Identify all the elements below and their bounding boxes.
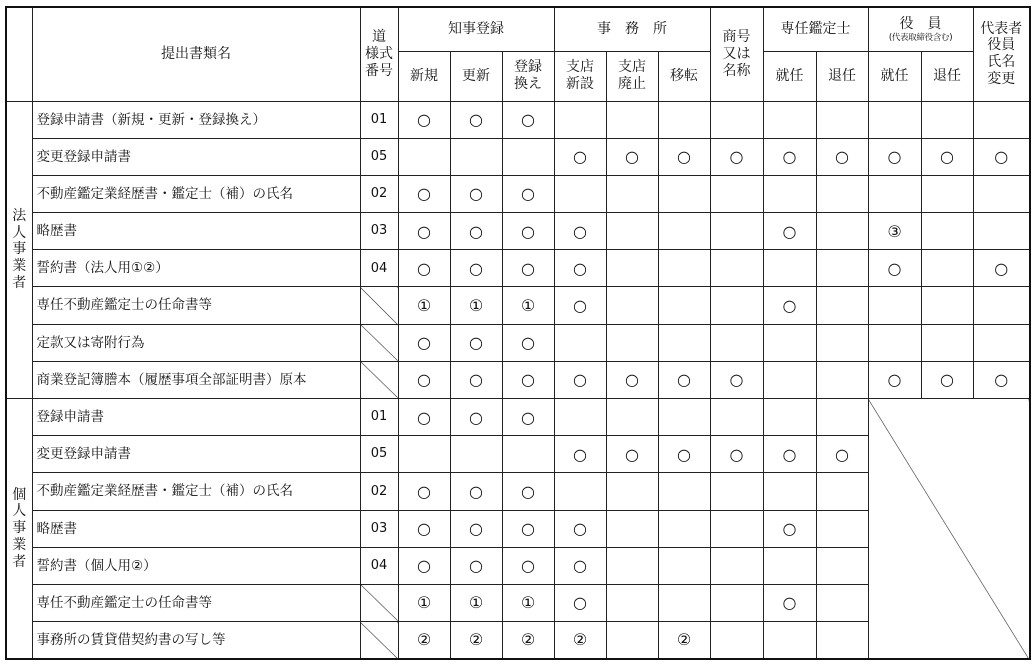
header-shinki: 新規: [398, 51, 450, 101]
requirement-mark: [606, 101, 658, 138]
requirement-mark: [973, 287, 1030, 324]
form-code: 01: [360, 101, 398, 138]
requirement-mark: ○: [973, 250, 1030, 287]
requirement-mark: [763, 361, 816, 398]
header-senin: 専任鑑定士: [763, 7, 868, 51]
table-row: [6, 324, 1030, 361]
requirement-mark: [921, 175, 973, 212]
requirement-mark: [710, 213, 763, 250]
requirement-mark: [710, 584, 763, 621]
requirement-mark: ○: [450, 547, 502, 584]
requirement-mark: [658, 175, 710, 212]
header-koshin: 更新: [450, 51, 502, 101]
requirement-mark: ○: [554, 547, 606, 584]
document-name: 定款又は寄附行為: [32, 324, 360, 361]
requirement-mark: [658, 399, 710, 436]
document-name: 不動産鑑定業経歴書・鑑定士（補）の氏名: [32, 175, 360, 212]
requirement-mark: ○: [658, 361, 710, 398]
document-requirements-table: [5, 6, 1031, 660]
requirement-mark: [398, 436, 450, 473]
requirement-mark: [921, 213, 973, 250]
requirement-mark: [606, 510, 658, 547]
header-tourokukae: 登録 換え: [502, 51, 554, 101]
requirement-mark: ○: [398, 101, 450, 138]
requirement-mark: ○: [450, 101, 502, 138]
requirement-mark: [710, 399, 763, 436]
document-name: 誓約書（法人用①②）: [32, 250, 360, 287]
requirement-mark: ○: [398, 250, 450, 287]
requirement-mark: ①: [450, 287, 502, 324]
requirement-mark: ○: [554, 138, 606, 175]
form-code: 03: [360, 213, 398, 250]
header-corner: [6, 7, 32, 101]
requirement-mark: [973, 324, 1030, 361]
requirement-mark: ○: [763, 436, 816, 473]
requirement-mark: ②: [502, 622, 554, 659]
requirement-mark: [763, 399, 816, 436]
form-code: 03: [360, 510, 398, 547]
table-row: [6, 250, 1030, 287]
form-code: 05: [360, 138, 398, 175]
requirement-mark: [606, 399, 658, 436]
requirement-mark: ①: [502, 287, 554, 324]
requirement-mark: [606, 287, 658, 324]
requirement-mark: ○: [554, 213, 606, 250]
requirement-mark: ○: [658, 436, 710, 473]
requirement-mark: ○: [868, 361, 921, 398]
requirement-mark: ○: [658, 138, 710, 175]
requirement-mark: ○: [450, 399, 502, 436]
table-row: [6, 101, 1030, 138]
requirement-mark: ○: [450, 361, 502, 398]
requirement-mark: [710, 473, 763, 510]
requirement-mark: ○: [554, 436, 606, 473]
requirement-mark: ○: [763, 138, 816, 175]
requirement-mark: [710, 510, 763, 547]
requirement-mark: ○: [710, 138, 763, 175]
form-code: [360, 584, 398, 621]
requirement-mark: ○: [921, 138, 973, 175]
requirement-mark: [816, 622, 868, 659]
requirement-mark: [398, 138, 450, 175]
requirement-mark: ○: [554, 287, 606, 324]
requirement-mark: ○: [554, 250, 606, 287]
document-name: 変更登録申請書: [32, 436, 360, 473]
requirement-mark: ②: [554, 622, 606, 659]
requirement-mark: [658, 547, 710, 584]
form-code: [360, 361, 398, 398]
table-row: [6, 399, 1030, 436]
requirement-mark: [816, 324, 868, 361]
requirement-mark: [973, 213, 1030, 250]
group-individual: 個 人 事 業 者: [6, 399, 32, 660]
requirement-mark: ○: [502, 399, 554, 436]
requirement-mark: ○: [502, 324, 554, 361]
requirement-mark: ○: [502, 101, 554, 138]
requirement-mark: [816, 361, 868, 398]
requirement-mark: ○: [398, 175, 450, 212]
header-tainin-2: 退任: [921, 51, 973, 101]
requirement-mark: ○: [554, 584, 606, 621]
header-yakuin-note: (代表取締役含む): [888, 32, 953, 43]
requirement-mark: [816, 473, 868, 510]
requirement-mark: ②: [450, 622, 502, 659]
requirement-mark: ○: [710, 436, 763, 473]
requirement-mark: ○: [606, 436, 658, 473]
requirement-mark: [658, 101, 710, 138]
requirement-mark: ○: [502, 510, 554, 547]
header-chiji: 知事登録: [398, 7, 554, 51]
requirement-mark: [921, 324, 973, 361]
header-shunin-1: 就任: [763, 51, 816, 101]
requirement-mark: [868, 287, 921, 324]
requirement-mark: ○: [450, 473, 502, 510]
requirement-mark: [658, 584, 710, 621]
header-shiten-haishi: 支店 廃止: [606, 51, 658, 101]
requirement-mark: [606, 250, 658, 287]
requirement-mark: [816, 101, 868, 138]
requirement-mark: [710, 175, 763, 212]
requirement-mark: [606, 547, 658, 584]
requirement-mark: ○: [554, 361, 606, 398]
requirement-mark: [658, 250, 710, 287]
table-row: [6, 213, 1030, 250]
requirement-mark: [816, 547, 868, 584]
requirement-mark: [816, 287, 868, 324]
requirement-mark: [658, 287, 710, 324]
requirement-mark: ○: [816, 436, 868, 473]
requirement-mark: ○: [450, 175, 502, 212]
requirement-mark: ②: [398, 622, 450, 659]
form-code: 01: [360, 399, 398, 436]
requirement-mark: ①: [398, 287, 450, 324]
form-code: 02: [360, 175, 398, 212]
requirement-mark: ○: [502, 547, 554, 584]
requirement-mark: [658, 213, 710, 250]
requirement-mark: ○: [763, 213, 816, 250]
requirement-mark: [658, 473, 710, 510]
requirement-mark: [606, 175, 658, 212]
requirement-mark: ①: [502, 584, 554, 621]
header-doc-name: 提出書類名: [32, 7, 360, 101]
requirement-mark: ○: [398, 213, 450, 250]
requirement-mark: [816, 584, 868, 621]
document-name: 登録申請書: [32, 399, 360, 436]
header-form-no: 道 様式 番号: [360, 7, 398, 101]
document-name: 不動産鑑定業経歴書・鑑定士（補）の氏名: [32, 473, 360, 510]
group-corporate: 法 人 事 業 者: [6, 101, 32, 399]
requirement-mark: ○: [398, 324, 450, 361]
requirement-mark: [763, 175, 816, 212]
requirement-mark: ①: [398, 584, 450, 621]
document-name: 登録申請書（新規・更新・登録換え）: [32, 101, 360, 138]
requirement-mark: [502, 138, 554, 175]
document-name: 専任不動産鑑定士の任命書等: [32, 584, 360, 621]
requirement-mark: ③: [868, 213, 921, 250]
requirement-mark: [450, 138, 502, 175]
requirement-mark: [921, 101, 973, 138]
requirement-mark: [816, 250, 868, 287]
table-row: [6, 138, 1030, 175]
requirement-mark: ○: [398, 361, 450, 398]
document-name: 誓約書（個人用②）: [32, 547, 360, 584]
header-iten: 移転: [658, 51, 710, 101]
table-row: [6, 361, 1030, 398]
document-name: 事務所の賃貸借契約書の写し等: [32, 622, 360, 659]
table-row: [6, 287, 1030, 324]
requirement-mark: [710, 250, 763, 287]
requirement-mark: [502, 436, 554, 473]
form-code: 04: [360, 547, 398, 584]
requirement-mark: ○: [973, 138, 1030, 175]
requirement-mark: [868, 101, 921, 138]
document-name: 略歴書: [32, 213, 360, 250]
requirement-mark: [554, 101, 606, 138]
requirement-mark: ○: [502, 175, 554, 212]
requirement-mark: [763, 101, 816, 138]
document-name: 専任不動産鑑定士の任命書等: [32, 287, 360, 324]
requirement-mark: ○: [973, 361, 1030, 398]
requirement-mark: ○: [450, 250, 502, 287]
header-shiten-shinsetsu: 支店 新設: [554, 51, 606, 101]
requirement-mark: [973, 175, 1030, 212]
requirement-mark: [710, 622, 763, 659]
requirement-mark: ○: [606, 361, 658, 398]
requirement-mark: [554, 324, 606, 361]
requirement-mark: ○: [763, 510, 816, 547]
requirement-mark: ○: [921, 361, 973, 398]
requirement-mark: [763, 622, 816, 659]
header-daihyo: 代表者 役員 氏名 変更: [973, 7, 1030, 101]
requirement-mark: [763, 473, 816, 510]
requirement-mark: [816, 175, 868, 212]
requirement-mark: [606, 213, 658, 250]
form-code: 05: [360, 436, 398, 473]
requirement-mark: ○: [868, 138, 921, 175]
requirement-mark: ○: [710, 361, 763, 398]
requirement-mark: ○: [398, 547, 450, 584]
requirement-mark: ○: [450, 213, 502, 250]
requirement-mark: [710, 101, 763, 138]
requirement-mark: ○: [816, 138, 868, 175]
requirement-mark: ○: [450, 324, 502, 361]
requirement-mark: ○: [398, 510, 450, 547]
table-row: [6, 175, 1030, 212]
form-code: 02: [360, 473, 398, 510]
requirement-mark: [868, 175, 921, 212]
requirement-mark: [763, 250, 816, 287]
document-name: 商業登記簿謄本（履歴事項全部証明書）原本: [32, 361, 360, 398]
requirement-mark: [816, 510, 868, 547]
requirement-mark: ○: [763, 287, 816, 324]
requirement-mark: ①: [450, 584, 502, 621]
header-shunin-2: 就任: [868, 51, 921, 101]
requirement-mark: ○: [502, 473, 554, 510]
requirement-mark: [606, 622, 658, 659]
requirement-mark: [554, 175, 606, 212]
requirement-mark: ○: [398, 399, 450, 436]
requirement-mark: ○: [502, 250, 554, 287]
document-name: 略歴書: [32, 510, 360, 547]
requirement-mark: [710, 287, 763, 324]
requirement-mark: [816, 399, 868, 436]
not-applicable-area: [868, 399, 1030, 660]
form-code: [360, 324, 398, 361]
requirement-mark: [450, 436, 502, 473]
header-yakuin-label: 役 員: [899, 15, 942, 32]
document-name: 変更登録申請書: [32, 138, 360, 175]
requirement-mark: ②: [658, 622, 710, 659]
requirement-mark: ○: [868, 250, 921, 287]
requirement-mark: [606, 584, 658, 621]
requirement-mark: ○: [398, 473, 450, 510]
requirement-mark: [710, 324, 763, 361]
requirement-mark: ○: [554, 510, 606, 547]
requirement-mark: [868, 324, 921, 361]
requirement-mark: [606, 473, 658, 510]
requirement-mark: ○: [450, 510, 502, 547]
requirement-mark: ○: [763, 584, 816, 621]
header-tainin-1: 退任: [816, 51, 868, 101]
header-jimusho: 事 務 所: [554, 7, 710, 51]
requirement-mark: [658, 324, 710, 361]
form-code: [360, 287, 398, 324]
requirement-mark: ○: [502, 213, 554, 250]
requirement-mark: [763, 547, 816, 584]
requirement-mark: [921, 250, 973, 287]
requirement-mark: [921, 287, 973, 324]
requirement-mark: [763, 324, 816, 361]
requirement-mark: [816, 213, 868, 250]
requirement-mark: [554, 399, 606, 436]
form-code: 04: [360, 250, 398, 287]
header-yakuin: [868, 7, 973, 51]
requirement-mark: [554, 473, 606, 510]
requirement-mark: ○: [606, 138, 658, 175]
requirement-mark: [606, 324, 658, 361]
header-shogo: 商号 又は 名称: [710, 7, 763, 101]
requirement-mark: [658, 510, 710, 547]
requirement-mark: [973, 101, 1030, 138]
requirement-mark: ○: [502, 361, 554, 398]
form-code: [360, 622, 398, 659]
requirement-mark: [710, 547, 763, 584]
